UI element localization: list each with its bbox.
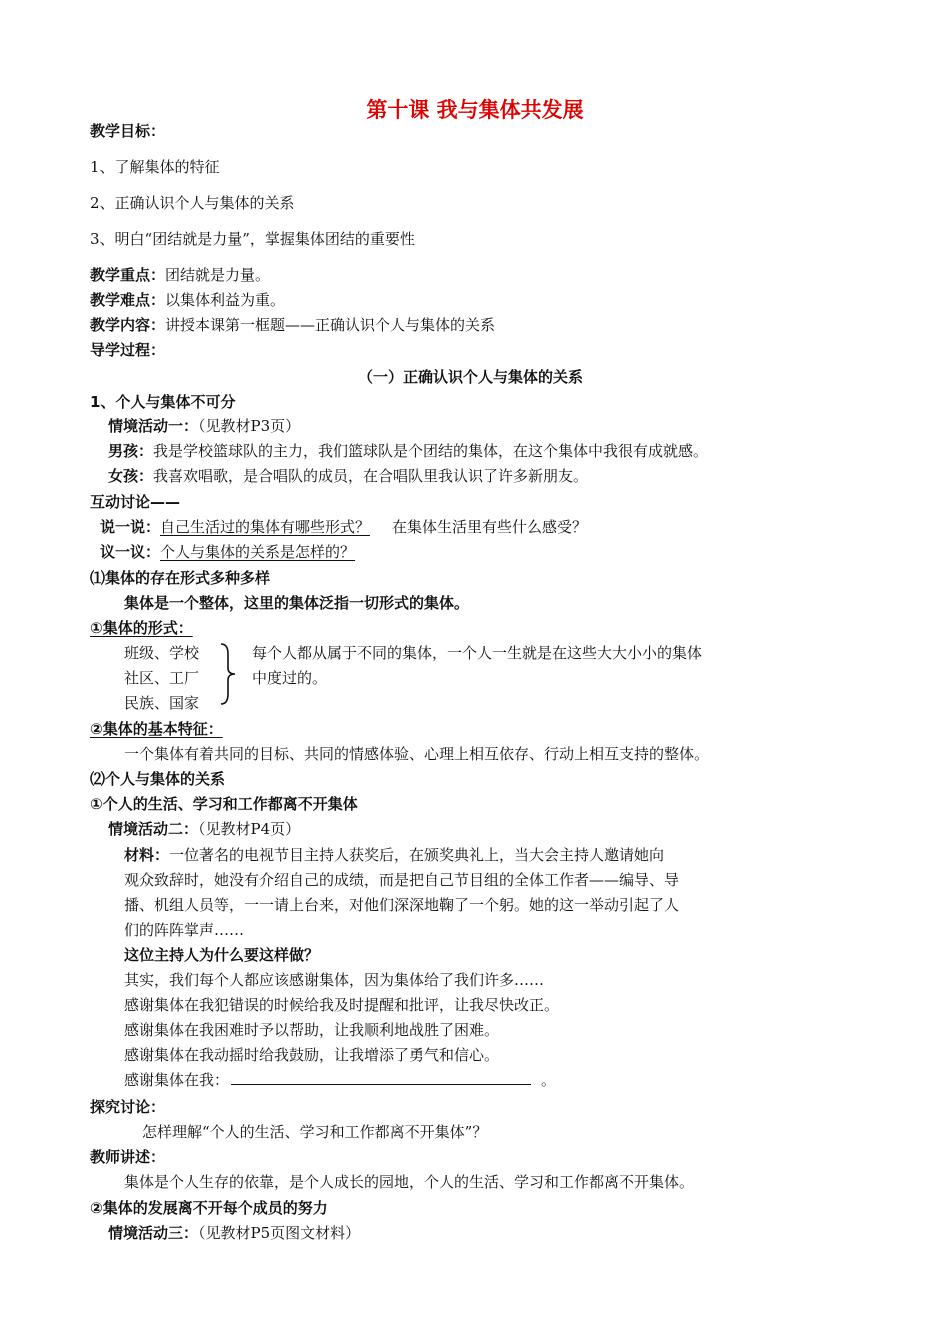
objective-item: 3、明白“团结就是力量”，掌握集体团结的重要性 [90,230,415,248]
activity2-ref: （见教材P4页） [198,820,301,838]
feature-text: 一个集体有着共同的目标、共同的情感体验、心理上相互依存、行动上相互支持的整体。 [124,745,710,763]
discuss-label: 议一议： [100,543,161,561]
collective-definition: 集体是一个整体，这里的集体泛指一切形式的集体。 [124,594,470,612]
focus-text: 团结就是力量。 [165,266,271,284]
thanks-line: 感谢集体在我动摇时给我鼓励，让我增添了勇气和信心。 [124,1046,500,1064]
difficulty-text: 以集体利益为重。 [165,291,286,309]
explore-label: 探究讨论： [90,1098,166,1116]
material-line [124,845,664,865]
lesson-title: 第十课 我与集体共发展 [366,98,584,122]
thanks-line: 其实，我们每个人都应该感谢集体，因为集体给了我们许多…… [124,971,545,989]
form-item: 社区、工厂 [124,669,200,687]
difficulty-label: 教学难点： [90,291,166,309]
teacher-text: 集体是个人生存的依靠，是个人成长的园地，个人的生活、学习和工作都离不开集体。 [124,1173,695,1191]
relation-heading: ⑵个人与集体的关系 [90,770,226,788]
activity1 [108,416,300,436]
activity1-label: 情境活动一： [108,417,199,435]
content-label: 教学内容： [90,316,166,334]
thanks-line: 感谢集体在我犯错误的时候给我及时提醒和批评，让我尽快改正。 [124,996,560,1014]
objectives-heading: 教学目标： [90,122,166,140]
section-heading: （一）正确认识个人与集体的关系 [358,368,584,386]
material-line: 播、机组人员等，一一请上台来，对他们深深地鞠了一个躬。她的这一举动引起了人 [124,896,680,914]
discussion-heading: 互动讨论—— [90,493,181,511]
relation-subheading-2: ②集体的发展离不开每个成员的努力 [90,1199,328,1217]
girl-line [108,466,588,486]
say-question-2: 在集体生活里有些什么感受？ [392,518,588,536]
teaching-difficulty [90,290,285,310]
form-item: 班级、学校 [124,644,200,662]
relation-subheading-1: ①个人的生活、学习和工作都离不开集体 [90,795,358,813]
objective-item: 1、了解集体的特征 [90,158,220,176]
say-question-1: 自己生活过的集体有哪些形式？ [160,518,371,536]
explore-question: 怎样理解“个人的生活、学习和工作都离不开集体”？ [142,1123,488,1141]
fill-in-blank[interactable] [231,1070,531,1085]
part1-heading: 1、个人与集体不可分 [90,393,236,411]
forms-subheading: ①集体的形式： [90,619,193,637]
discuss-line [100,542,355,562]
material-line: 们的阵阵掌声…… [124,921,245,939]
girl-text: 我喜欢唱歌，是合唱队的成员，在合唱队里我认识了许多新朋友。 [153,467,589,485]
forms-note: 每个人都从属于不同的集体，一个人一生就是在这些大大小小的集体 [252,644,703,662]
thanks-line: 感谢集体在我困难时予以帮助，让我顺利地战胜了困难。 [124,1021,500,1039]
say-label: 说一说： [100,518,161,536]
activity3-label: 情境活动三： [108,1224,199,1242]
discuss-question: 个人与集体的关系是怎样的？ [160,543,356,561]
girl-label: 女孩： [108,467,154,485]
activity3-ref: （见教材P5页图文材料） [198,1224,361,1242]
material-label: 材料： [124,846,170,864]
teaching-content [90,315,495,335]
thanks-fill-line [124,1070,556,1090]
objective-item: 2、正确认识个人与集体的关系 [90,194,295,212]
say-line [100,517,587,537]
boy-label: 男孩： [108,442,154,460]
focus-label: 教学重点： [90,266,166,284]
right-brace-icon [218,642,240,706]
forms-heading: ⑴集体的存在形式多种多样 [90,569,271,587]
teaching-focus [90,265,270,285]
boy-text: 我是学校篮球队的主力，我们篮球队是个团结的集体，在这个集体中我很有成就感。 [153,442,709,460]
activity1-ref: （见教材P3页） [198,417,301,435]
thanks-blank-prefix: 感谢集体在我： [124,1071,230,1089]
process-label: 导学过程： [90,341,166,359]
boy-line [108,441,708,461]
features-subheading: ②集体的基本特征： [90,720,223,738]
form-item: 民族、国家 [124,694,200,712]
material-text: 一位著名的电视节目主持人获奖后，在颁奖典礼上，当大会主持人邀请她向 [169,846,665,864]
teacher-label: 教师讲述： [90,1148,166,1166]
host-question: 这位主持人为什么要这样做？ [124,946,320,964]
thanks-blank-suffix: 。 [541,1071,557,1089]
activity2-label: 情境活动二： [108,820,199,838]
forms-note: 中度过的。 [252,669,328,687]
content-text: 讲授本课第一框题——正确认识个人与集体的关系 [165,316,496,334]
activity2 [108,819,300,839]
material-line: 观众致辞时，她没有介绍自己的成绩，而是把自己节目组的全体工作者——编导、导 [124,871,680,889]
activity3 [108,1223,360,1243]
